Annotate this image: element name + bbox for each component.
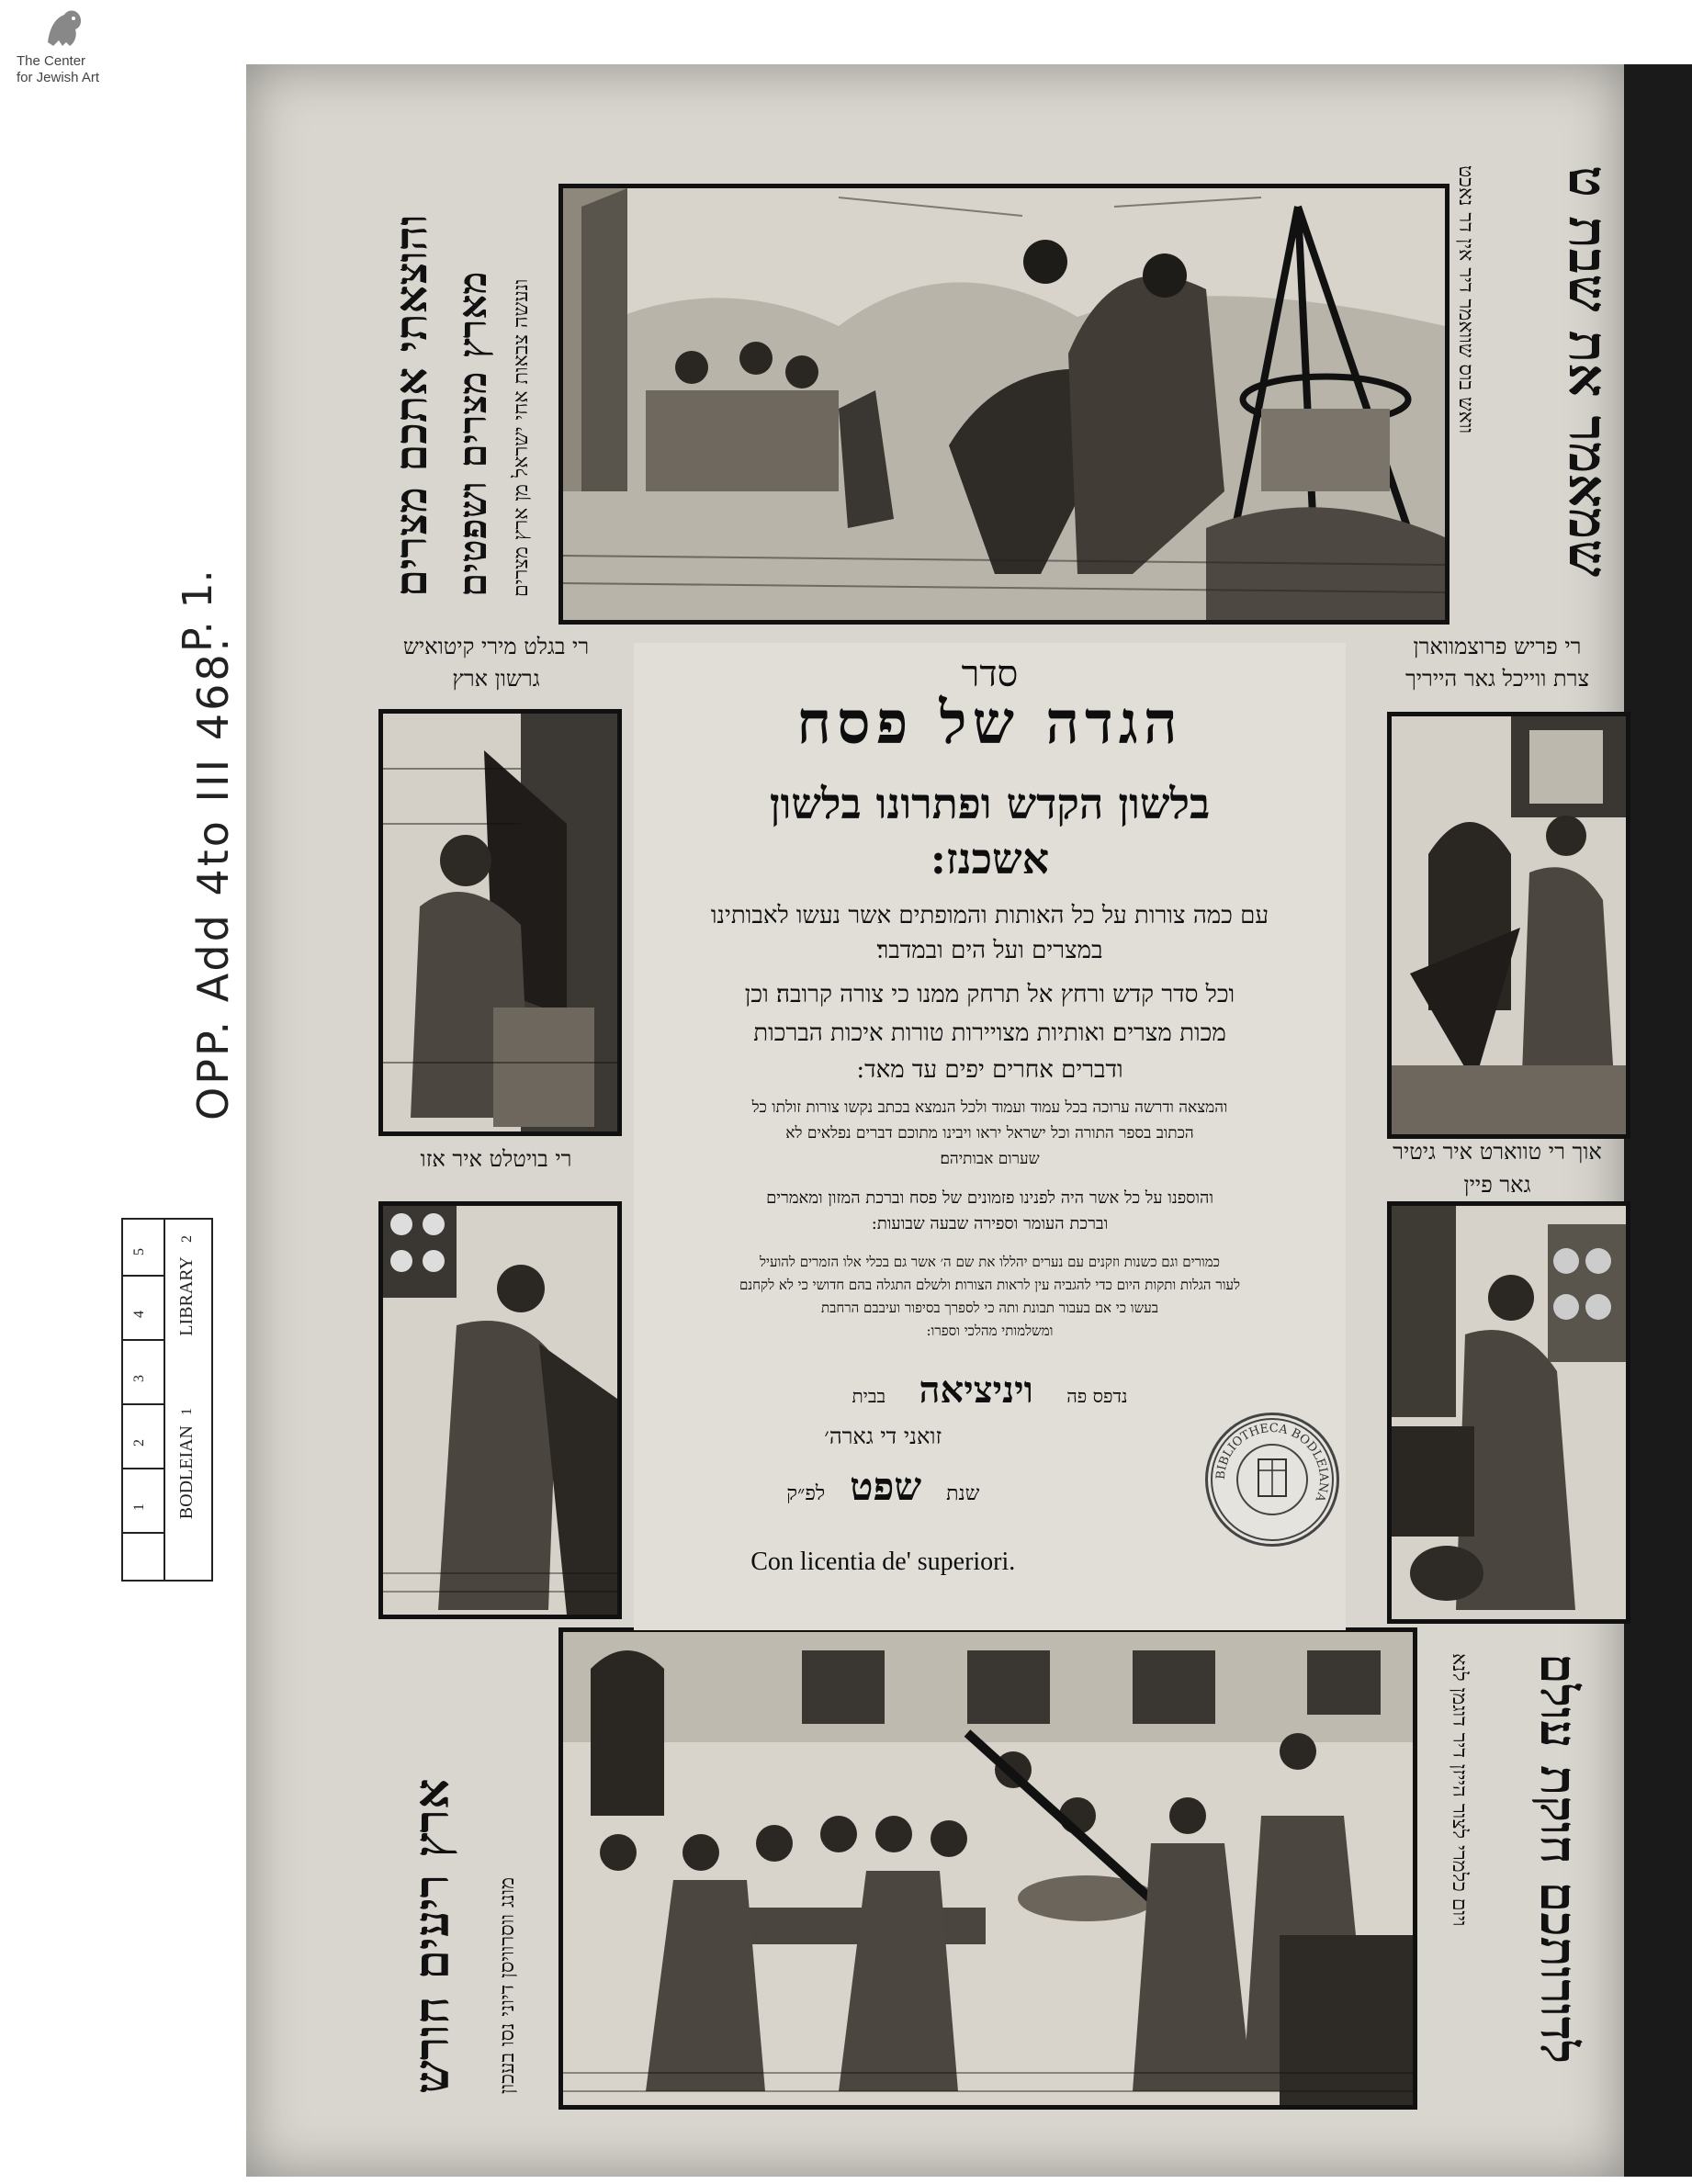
description-line-10: וברכת העומר וספירה שבעה שבועות:: [871, 1214, 1109, 1233]
haggadah-title: הגדה של פסח: [796, 689, 1183, 758]
bodleian-library-ruler: [121, 1218, 213, 1582]
description-line-11: כמורים וגם כשנות וזקנים עם נערים יהללו את שם ה׳ אשר גם בכלי אלו הזמרים להועיל: [760, 1254, 1220, 1270]
border-text-top-left-sub: מארץ מצרים ושפטים: [450, 271, 495, 597]
page-number-note: P. 1.: [175, 569, 221, 652]
lion-icon: [40, 6, 86, 50]
right-woodcut-woman-washing: [1387, 1201, 1630, 1624]
caption-right-lower-2: גאר פיין: [1463, 1172, 1531, 1198]
description-line-2: במצרים ועל הים ובמדבר׃: [876, 937, 1103, 964]
scale-number: 2: [131, 1439, 147, 1447]
caption-left-lower: רי בויטלט איר אזו: [420, 1146, 572, 1172]
bottom-woodcut-matzah-baking: [558, 1627, 1417, 2110]
border-text-top-left: והוצאתי אתכם מצרים: [386, 214, 437, 597]
description-line-14: ומשלמותי מהלכי וספרו:: [926, 1323, 1054, 1339]
title-line-3: אשכנז:: [930, 834, 1050, 884]
border-text-top-right: שמאמר את שבת ט: [1557, 165, 1619, 578]
border-text-bottom-left-yiddish: מונג ווסרוויסן דיוני נסו בעכון: [496, 1876, 519, 2094]
description-line-9: והוספנו על כל אשר היה לפנינו פזמונים של פסח וברכת המזון ומאמרים: [766, 1188, 1213, 1208]
imprint-line: [634, 1368, 1346, 1412]
description-line-12: לעור הגלות ותקות היום כדי להגביה עין לראות הצורות׃ ולשלם התגלה בהם חדושי כי לא לקחנם: [739, 1277, 1241, 1293]
year-value: שפט: [850, 1464, 922, 1509]
border-text-bottom-left: ארץ ריעים חורש: [404, 1778, 460, 2094]
right-woodcut-woman-at-cauldron: [1387, 712, 1630, 1139]
era-label: לפ״ק: [786, 1482, 826, 1505]
stamp-text: BIBLIOTHECA BODLEIANA: [1213, 1421, 1331, 1504]
imprint-city: ויניציאה: [919, 1368, 1033, 1412]
description-line-4: מכות מצרים׃ ואותיות מצויירות טורות איכות הברכות: [753, 1019, 1226, 1047]
scale-number: 3: [131, 1375, 147, 1382]
strip-number: 2: [179, 1235, 195, 1243]
title-line-2: בלשון הקדש ופתרונו בלשון: [769, 779, 1211, 828]
year-label: שנת: [946, 1482, 980, 1505]
imprint-label: נדפס פה: [1066, 1385, 1128, 1407]
description-line-6: והמצאה ודרשה ערוכה בכל עמוד ועמוד ולכל הנמצא בכתב נקשו צורות זולתו כל: [751, 1098, 1228, 1117]
library-name-label: BODLEIAN: [176, 1425, 197, 1520]
printer-name: זואני די גארה׳: [824, 1424, 942, 1449]
shelf-mark-note: OPP. Add 4to III 468.: [188, 635, 238, 1120]
year-line: [634, 1464, 1133, 1510]
left-woodcut-woman-searching: [378, 709, 622, 1136]
caption-right-upper-2: צרת ווייכל גאר הייריך: [1404, 666, 1590, 692]
description-line-7: הכתוב בספר התורה וכל ישראל יראו ויבינו מתוכם דברים נפלאים לא: [785, 1124, 1194, 1143]
description-line-1: עם כמה צורות על כל האותות והמופתים אשר נעשו לאבותינו: [710, 902, 1269, 929]
center-for-jewish-art-logo: [6, 6, 134, 97]
caption-right-upper-1: רי פריש פרוצמווארן: [1413, 634, 1582, 659]
border-text-top-left-yiddish: ונעשה צבאות אחי ישראל מן ארץ מצרים: [510, 278, 533, 597]
caption-right-lower-1: אוך רי טווארט איר גיטיר: [1393, 1139, 1602, 1165]
bodleian-library-stamp: [1205, 1413, 1339, 1547]
strip-number: 1: [179, 1408, 195, 1415]
scale-number: 1: [131, 1503, 147, 1511]
scale-number: 4: [131, 1311, 147, 1318]
description-line-13: בעשו כי אם בעבור תבונת ותה כי לספרך בסיפור ועיבבם הרחבת: [821, 1300, 1158, 1316]
scale-number: 5: [131, 1248, 147, 1255]
library-sub-label: LIBRARY: [176, 1256, 197, 1336]
top-woodcut-exodus-scene: [558, 184, 1449, 625]
logo-text: The Center for Jewish Art: [17, 53, 100, 85]
seder-heading: סדר: [961, 653, 1019, 695]
description-line-3: וכל סדר קדש ורחץ אל תרחק ממנו כי צורה קרובה׃ וכן: [744, 981, 1235, 1008]
description-line-8: שערום אבותיהם׃: [940, 1150, 1040, 1168]
imprint-house: בבית: [852, 1385, 886, 1407]
left-woodcut-woman-cleaning: [378, 1201, 622, 1619]
library-name-strip: [165, 1220, 211, 1580]
caption-left-upper-2: גרשון ארץ: [452, 666, 540, 692]
border-text-bottom-right: לדורותכם חוקת עולם: [1529, 1653, 1588, 2064]
description-line-5: ודברים אחרים יפים עד מאד:: [856, 1056, 1123, 1084]
border-text-bottom-right-yiddish: ויום כלמרי לצור הייזן דיר דוגמן לנא: [1448, 1653, 1471, 1927]
license-line: Con licentia de' superiori.: [750, 1548, 1016, 1576]
scale-strip: [123, 1220, 165, 1580]
border-text-top-right-yiddish: וואש בוס שוואמר דיר אין דר נאכט: [1454, 165, 1477, 434]
caption-left-upper-1: רי בגלט מירי קיטואיש: [402, 634, 590, 659]
